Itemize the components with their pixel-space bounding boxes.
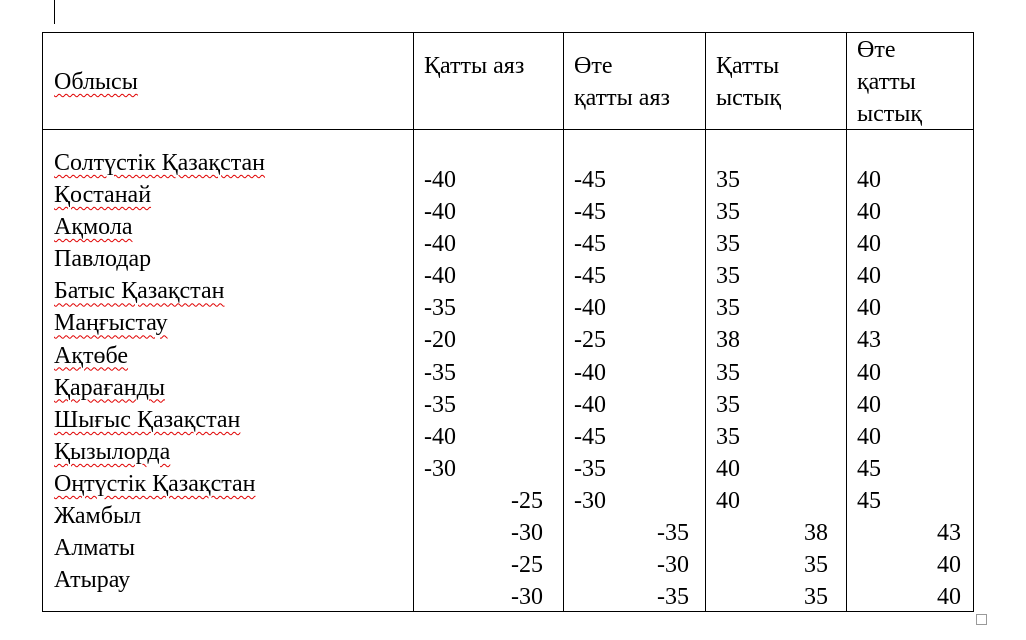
region-name: Атырау [54,567,131,594]
region-name: Алматы [54,535,135,562]
value-cell: -30 [511,584,543,611]
region-name: Маңғыстау [54,310,168,337]
value-cell: -40 [424,423,456,450]
value-cell: 40 [857,423,881,450]
value-cell: -40 [574,295,606,322]
value-cell: -35 [424,295,456,322]
header-line: Қатты [716,53,780,79]
value-cell: -35 [574,455,606,482]
value-cell: 45 [857,455,881,482]
value-cell: 40 [716,487,740,514]
region-cell [54,372,265,404]
value-cell: 35 [716,231,740,258]
severe-frost-right [424,485,543,613]
region-cell [54,243,265,275]
value-cell: 40 [857,231,881,258]
value-cell: -30 [424,455,456,482]
header-region [54,66,138,98]
header-severe-heat [716,50,781,114]
text-cursor [54,0,55,24]
region-cell [54,468,265,500]
value-cell: 35 [804,552,828,579]
region-cell [54,179,265,211]
value-cell: -40 [574,391,606,418]
value-cell: -40 [424,231,456,258]
value-cell: -25 [511,552,543,579]
value-cell: 35 [716,295,740,322]
header-region-text: Облысы [54,69,138,95]
region-name: Батыс Қазақстан [54,278,225,305]
value-cell: 35 [716,391,740,418]
region-list [54,147,265,596]
region-cell [54,275,265,307]
header-divider [43,129,973,130]
header-line: ыстық [716,85,782,111]
region-cell [54,404,265,436]
header-line: Қатты аяз [424,53,525,79]
value-cell: 35 [716,199,740,226]
column-divider [846,33,847,611]
region-cell [54,307,265,339]
value-cell: -40 [424,199,456,226]
region-cell [54,500,265,532]
value-cell: 38 [804,520,828,546]
extreme-frost-right [574,517,689,613]
value-cell: 40 [857,295,881,322]
value-cell: 40 [857,167,881,193]
value-cell: 40 [857,391,881,418]
header-line: қатты аяз [574,85,670,111]
value-cell: -45 [574,231,606,258]
value-cell: -45 [574,167,606,193]
column-divider [705,33,706,611]
extreme-heat-right [857,517,961,613]
region-name: Солтүстік Қазақстан [54,150,266,176]
header-line: Өте [574,53,613,79]
header-extreme-frost [574,50,670,114]
value-cell: -25 [511,488,543,514]
region-cell [54,211,265,243]
header-severe-frost [424,50,524,82]
region-name: Шығыс Қазақстан [54,406,241,433]
value-cell: -35 [657,520,689,546]
region-name: Павлодар [54,246,152,273]
value-cell: 43 [937,520,961,546]
region-name: Ақмола [54,214,133,241]
value-cell: 40 [857,359,881,386]
value-cell: -40 [424,263,456,290]
header-line: Өте [857,37,896,63]
severe-frost-left [424,164,456,485]
value-cell: 40 [937,552,961,579]
region-name: Қызылорда [54,438,171,465]
value-cell: -30 [511,520,543,547]
value-cell: -45 [574,199,606,226]
value-cell: 35 [804,584,828,611]
region-cell [54,147,265,179]
value-cell: 45 [857,487,881,514]
severe-heat-left [716,164,740,517]
value-cell: 43 [857,327,881,354]
column-divider [563,33,564,611]
value-cell: -35 [657,584,689,611]
value-cell: 38 [716,327,740,354]
header-line: ыстық [857,101,923,127]
value-cell: 35 [716,263,740,290]
value-cell: -30 [574,487,606,514]
value-cell: -40 [424,167,456,193]
value-cell: -20 [424,327,456,354]
severe-heat-right [716,517,828,613]
region-cell [54,532,265,564]
region-name: Ақтөбе [54,342,129,369]
header-extreme-heat [857,34,922,130]
region-name: Қостанай [54,182,152,209]
region-cell [54,436,265,468]
region-cell [54,564,265,596]
value-cell: -25 [574,327,606,354]
value-cell: 40 [857,263,881,290]
region-name: Қарағанды [54,374,165,401]
region-name: Оңтүстік Қазақстан [54,470,256,497]
table-resize-handle[interactable] [976,614,987,625]
column-divider [413,33,414,611]
value-cell: 40 [857,199,881,226]
header-line: қатты [857,69,916,95]
value-cell: -45 [574,263,606,290]
value-cell: 35 [716,423,740,450]
value-cell: -35 [424,391,456,418]
value-cell: -45 [574,423,606,450]
value-cell: -40 [574,359,606,386]
extreme-heat-left [857,164,881,517]
extreme-frost-left [574,164,606,517]
value-cell: 40 [937,584,961,611]
region-name: Жамбыл [54,503,142,530]
value-cell: 40 [716,455,740,482]
value-cell: 35 [716,167,740,193]
climate-extremes-table [42,32,974,612]
value-cell: -35 [424,359,456,386]
region-cell [54,340,265,372]
value-cell: -30 [657,552,689,579]
value-cell: 35 [716,359,740,386]
